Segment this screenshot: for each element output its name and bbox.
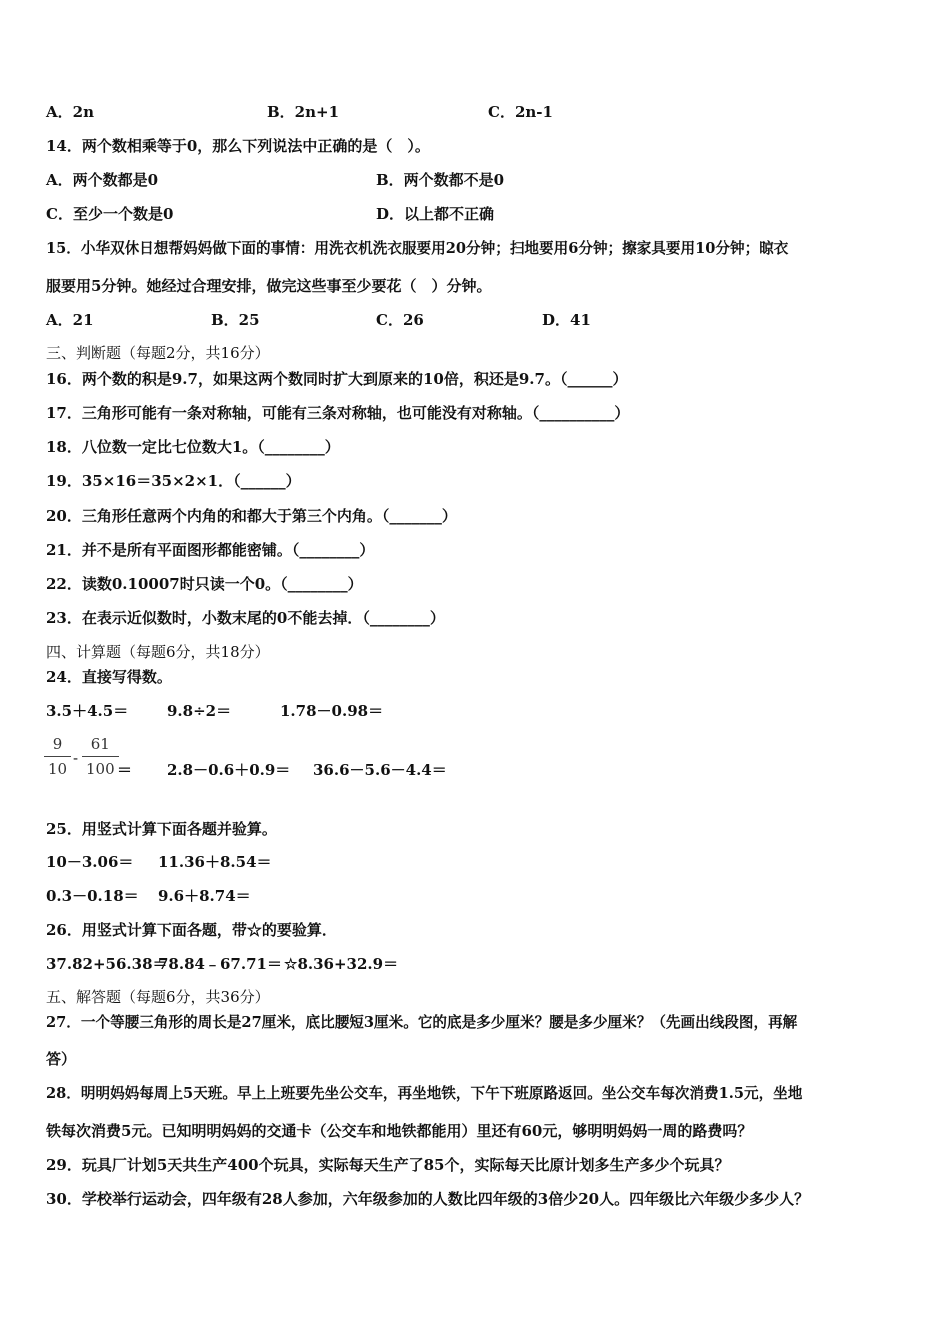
q14-stem: 14．两个数相乘等于0，那么下列说法中正确的是（ ）。 bbox=[46, 137, 430, 155]
judge-item-23: 23．在表示近似数时，小数末尾的0不能去掉．（________） bbox=[46, 609, 445, 627]
q25-expr-3: 0.3－0.18＝ bbox=[46, 887, 139, 905]
q15-line2: 服要用5分钟。她经过合理安排，做完这些事至少要花（ ）分钟。 bbox=[46, 277, 492, 295]
q24-minus-sign: - bbox=[73, 749, 79, 767]
q24-fraction-1 bbox=[44, 734, 71, 779]
judge-item-21: 21．并不是所有平面图形都能密铺。（________） bbox=[46, 541, 375, 559]
q24-expr-2: 9.8÷2＝ bbox=[167, 702, 232, 720]
q15-option-a: A．21 bbox=[46, 311, 94, 329]
q14-option-b: B．两个数都不是0 bbox=[376, 171, 505, 189]
judge-item-22: 22．读数0.10007时只读一个0。（________） bbox=[46, 575, 363, 593]
section-5-heading: 五、解答题（每题6分，共36分） bbox=[46, 988, 270, 1006]
q24-expr-3: 1.78－0.98＝ bbox=[280, 702, 384, 720]
q15-option-d: D．41 bbox=[542, 311, 591, 329]
q14-option-c: C．至少一个数是0 bbox=[46, 205, 174, 223]
q14-option-d: D．以上都不正确 bbox=[376, 205, 495, 223]
judge-item-18: 18．八位数一定比七位数大1。（________） bbox=[46, 438, 340, 456]
q25-expr-1: 10－3.06＝ bbox=[46, 853, 134, 871]
q26-expr-2: 78.84﹣67.71＝ bbox=[158, 955, 282, 973]
fraction-2-denominator: 100 bbox=[86, 760, 115, 778]
q26-expr-3: ☆8.36+32.9＝ bbox=[284, 955, 399, 973]
q30-text: 30．学校举行运动会，四年级有28人参加，六年级参加的人数比四年级的3倍少20人。四年级比六年级少多少人？ bbox=[46, 1190, 810, 1208]
fraction-1-bar bbox=[44, 756, 71, 757]
judge-item-17: 17．三角形可能有一条对称轴，可能有三条对称轴，也可能没有对称轴。（__________） bbox=[46, 404, 630, 422]
q13-option-a: A．2n bbox=[46, 103, 94, 121]
q27-line2: 答） bbox=[46, 1050, 77, 1068]
fraction-2-bar bbox=[82, 756, 119, 757]
q29-text: 29．玩具厂计划5天共生产400个玩具，实际每天生产了85个，实际每天比原计划多生产多少个玩具？ bbox=[46, 1156, 730, 1174]
q24-expr-1: 3.5＋4.5＝ bbox=[46, 702, 129, 720]
q13-option-b: B．2n+1 bbox=[267, 103, 340, 121]
q25-stem: 25．用竖式计算下面各题并验算。 bbox=[46, 820, 277, 838]
q25-expr-4: 9.6＋8.74＝ bbox=[158, 887, 251, 905]
judge-item-16: 16．两个数的积是9.7，如果这两个数同时扩大到原来的10倍，积还是9.7。（______） bbox=[46, 370, 628, 388]
q27-line1: 27．一个等腰三角形的周长是27厘米，底比腰短3厘米。它的底是多少厘米？腰是多少厘米？（先画出线段图，再解 bbox=[46, 1014, 798, 1031]
section-4-heading: 四、计算题（每题6分，共18分） bbox=[46, 643, 270, 661]
fraction-1-numerator: 9 bbox=[52, 735, 63, 753]
q24-stem: 24．直接写得数。 bbox=[46, 668, 172, 686]
fraction-1-denominator: 10 bbox=[48, 760, 68, 778]
judge-item-20: 20．三角形任意两个内角的和都大于第三个内角。（_______） bbox=[46, 507, 457, 525]
q24-equals-sign: ＝ bbox=[117, 761, 133, 779]
q24-expr-5: 2.8－0.6＋0.9＝ bbox=[167, 761, 291, 779]
q14-option-a: A．两个数都是0 bbox=[46, 171, 159, 189]
q28-line1: 28．明明妈妈每周上5天班。早上上班要先坐公交车，再坐地铁，下午下班原路返回。坐公交车每次消费1.5元，坐地 bbox=[46, 1085, 803, 1102]
q24-expr-6: 36.6－5.6－4.4＝ bbox=[313, 761, 447, 779]
q15-option-c: C．26 bbox=[376, 311, 424, 329]
q28-line2: 铁每次消费5元。已知明明妈妈的交通卡（公交车和地铁都能用）里还有60元，够明明妈妈一周的路费吗？ bbox=[46, 1122, 753, 1140]
q15-line1: 15．小华双休日想帮妈妈做下面的事情：用洗衣机洗衣服要用20分钟；扫地要用6分钟；擦家具要用10分钟；晾衣 bbox=[46, 240, 789, 257]
q24-fraction-2 bbox=[82, 734, 119, 779]
q15-option-b: B．25 bbox=[211, 311, 260, 329]
judge-item-19: 19．35×16＝35×2×1．（______） bbox=[46, 472, 301, 490]
fraction-2-numerator: 61 bbox=[90, 735, 110, 753]
q26-expr-1: 37.82+56.38＝ bbox=[46, 955, 168, 973]
section-3-heading: 三、判断题（每题2分，共16分） bbox=[46, 344, 270, 362]
q13-option-c: C．2n-1 bbox=[488, 103, 553, 121]
q25-expr-2: 11.36＋8.54＝ bbox=[158, 853, 272, 871]
q26-stem: 26．用竖式计算下面各题，带☆的要验算． bbox=[46, 921, 337, 939]
